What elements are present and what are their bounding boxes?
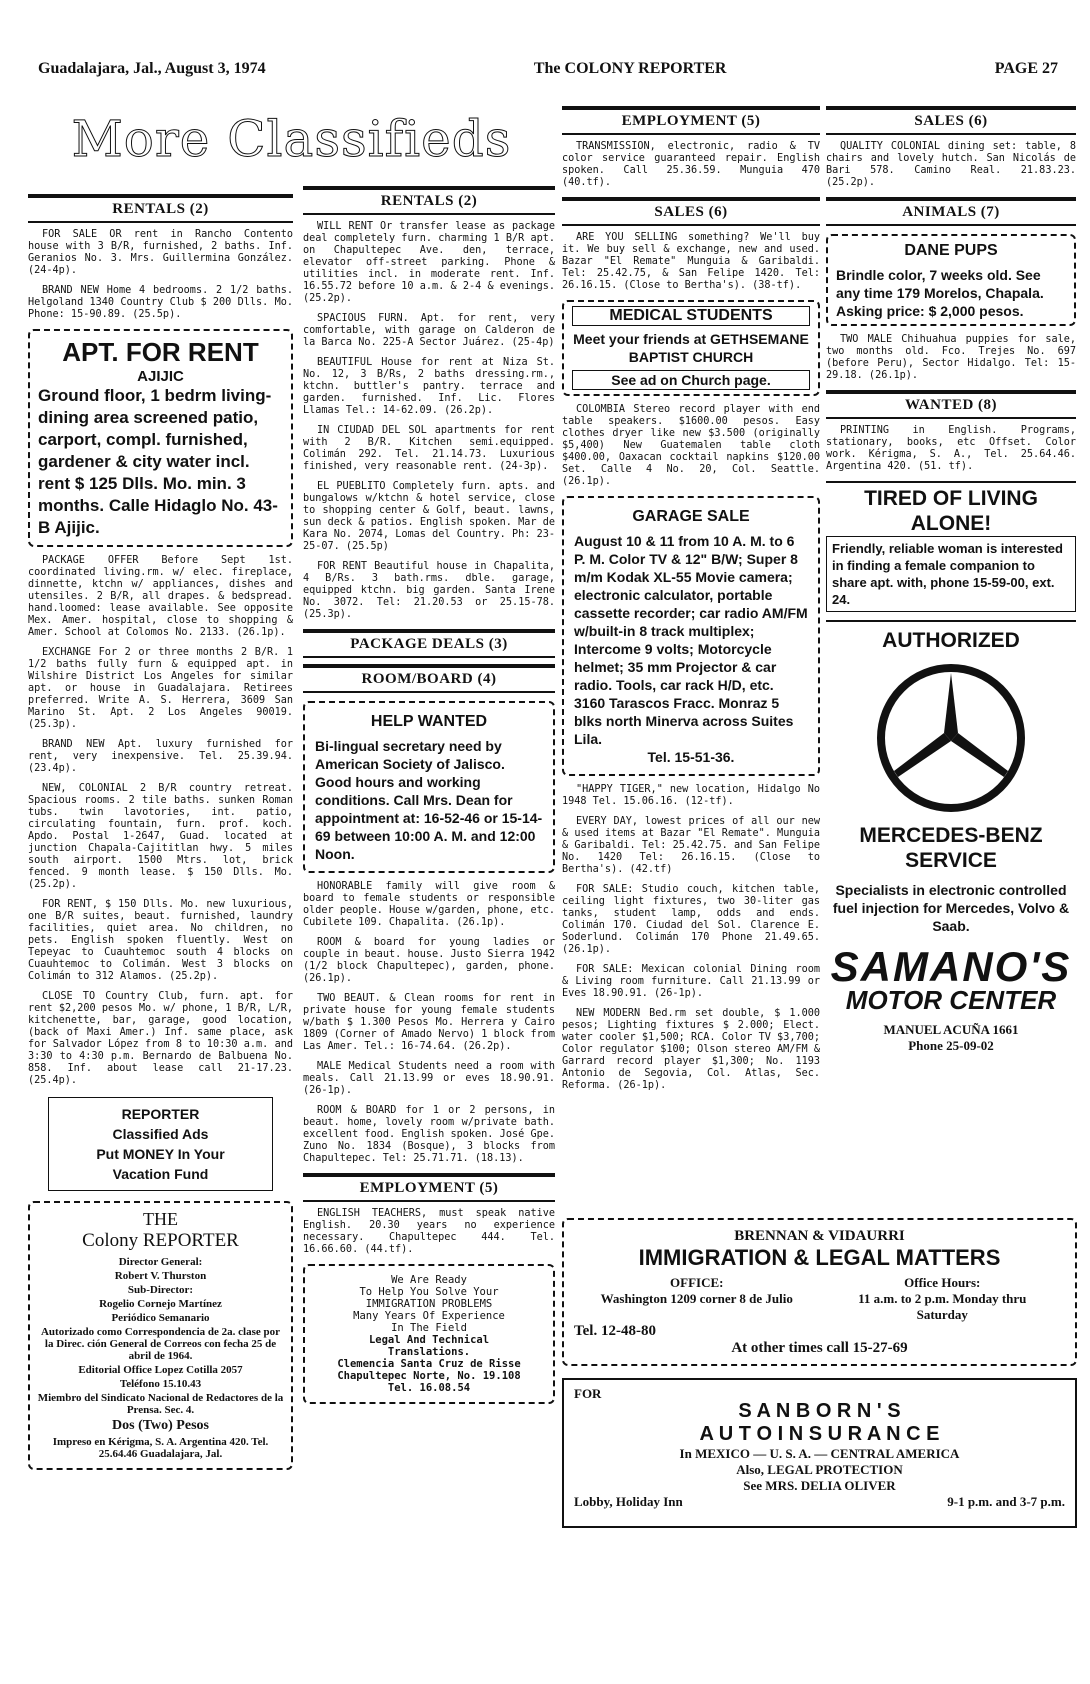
classified-ad: TWO BEAUT. & Clean rooms for rent in private house for young female students w/bath $ 1.300 Pesos Mo. Herrera y Cairo 1809 (Corner of Amado Nervo) 1 block from Las Amer. Tel.: 16-74.64. (26.2p).: [303, 993, 555, 1052]
colony-line: Teléfono 15.10.43: [119, 1378, 202, 1390]
column-3: [562, 100, 820, 1100]
mercedes-service-body: Specialists in electronic controlled fuel injection for Mercedes, Volvo & Saab.: [832, 882, 1070, 934]
classified-ad: "HAPPY TIGER," new location, Hidalgo No 1948 Tel. 15.06.16. (12-tf).: [562, 784, 820, 807]
reporter-line: Classified Ads: [112, 1126, 209, 1142]
medical-students-footer: See ad on Church page.: [572, 370, 810, 390]
help-wanted-box: [303, 701, 555, 873]
reporter-line: Vacation Fund: [112, 1166, 209, 1182]
garage-sale-title: GARAGE SALE: [632, 508, 750, 525]
sanborns-ad: [562, 1378, 1077, 1528]
trans-line: Many Years Of Experience: [353, 1310, 505, 1322]
dane-pups-body: Brindle color, 7 weeks old. See any time 179 Morelos, Chapala. Asking price: $ 2,000 pesos.: [836, 267, 1044, 319]
classified-ad: BRAND NEW Apt. luxury furnished for rent, very inexpensive. Tel. 25.39.94. (23.4p).: [28, 739, 293, 774]
apt-for-rent-box: [28, 329, 293, 547]
section-rentals-2: RENTALS (2): [303, 186, 555, 215]
colony-line: Periódico Semanario: [111, 1312, 210, 1324]
section-package-deals: PACKAGE DEALS (3): [303, 629, 555, 658]
colony-title: Colony REPORTER: [82, 1230, 239, 1251]
classified-ad: FOR SALE: Studio couch, kitchen table, ceiling light fixtures, two 30-liter gas tanks, student lamp, odds and ends. Colimán 170. Ciudad del Sol. Clarence E. Soderlund. Colimán 170 Phone 21.49.65. (26.1p).: [562, 884, 820, 955]
classified-ad: NEW, COLONIAL 2 B/R country retreat. Spacious rooms. 2 tile baths. sunken Roman tubs. twin lavotories, int. patio, circulating fountain, furn. prof. koch. Apdo. Postal 1-2647, Guad. located at junction Chapala-Cajititlan hwy. 5 miles south airport. 1500 Mtrs. lot, brick fenced. 9 month lease. $ 150 Dlls. Mo. (25.2p).: [28, 783, 293, 890]
hours-label: Office Hours:: [904, 1275, 981, 1290]
section-sales-2: SALES (6): [826, 106, 1076, 135]
trans-line: Tel. 16.08.54: [387, 1382, 471, 1394]
medical-students-body: Meet your friends at GETHSEMANE BAPTIST CHURCH: [573, 331, 809, 365]
samanos-logo: SAMANO'S: [830, 943, 1072, 990]
section-room-board: ROOM/BOARD (4): [303, 664, 555, 693]
trans-line: Legal And Technical: [368, 1334, 490, 1346]
garage-sale-tel: Tel. 15-51-36.: [647, 749, 735, 765]
brennan-title: IMMIGRATION & LEGAL MATTERS: [638, 1245, 1001, 1270]
section-wanted: WANTED (8): [826, 390, 1076, 419]
office-address: Washington 1209 corner 8 de Julio: [600, 1291, 793, 1306]
trans-line: IMMIGRATION PROBLEMS: [365, 1298, 493, 1310]
help-wanted-body: Bi-lingual secretary need by American Society of Jalisco. Good hours and working conditions. Call Mrs. Dean for appointment at: 16-52-46 or 15-14-69 between 10:00 A. M. and 12:00 Noon.: [315, 738, 543, 862]
classified-ad: WILL RENT Or transfer lease as package deal completely furn. charming 1 B/R apt. on Chapultepec Ave. den, terrace, elevator off-street parking. Phone & utilities incl. in moderate rent. Inf. 16.55.72 before 10 a.m. & 2-4 & evenings. (25.2p).: [303, 221, 555, 304]
brennan-name: BRENNAN & VIDAURRI: [734, 1228, 905, 1244]
header-paper-name: The COLONY REPORTER: [533, 60, 727, 77]
colony-the: THE: [143, 1209, 178, 1229]
brennan-tel: Tel. 12-48-80: [574, 1323, 656, 1339]
authorized-heading: AUTHORIZED: [882, 629, 1020, 652]
mercedes-star-logo-icon: [876, 663, 1026, 813]
translations-box: [303, 1264, 555, 1404]
column-4: [826, 100, 1076, 1054]
trans-line: Clemencia Santa Cruz de Risse: [337, 1358, 521, 1370]
colony-line: Editorial Office Lopez Cotilla 2057: [78, 1364, 243, 1376]
colony-line: Impreso en Kérigma, S. A. Argentina 420. Tel. 25.64.46 Guadalajara, Jal.: [52, 1436, 269, 1460]
trans-line: Translations.: [387, 1346, 471, 1358]
reporter-line: REPORTER: [121, 1106, 200, 1122]
brennan-vidaurri-ad: [562, 1218, 1077, 1366]
brennan-other: At other times call 15-27-69: [731, 1340, 908, 1356]
motor-center-logo: MOTOR CENTER: [845, 985, 1057, 1015]
classified-ad: TWO MALE Chihuahua puppies for sale, two months old. Fco. Trejes No. 697 (before Peru), Sector Hidalgo. Tel: 15-29.18. (26.1p).: [826, 334, 1076, 381]
classified-ad: QUALITY COLONIAL dining set: table, 8 chairs and lovely hutch. San Nicolás de Bari 578. Camino Real. 21.83.23. (25.2p).: [826, 141, 1076, 188]
colony-line: Director General:: [118, 1256, 203, 1268]
reporter-classified-box: [48, 1097, 273, 1191]
header-date: Guadalajara, Jal., August 3, 1974: [38, 60, 266, 77]
classified-ad: FOR RENT Beautiful house in Chapalita, 4 B/Rs. 3 bath.rms. dble. garage, equipped ktchn. big garden. Santa Irene No. 3072. Tel: 21.20.53 or 25.15-78. (25.3p).: [303, 561, 555, 620]
section-employment-1: EMPLOYMENT (5): [562, 106, 820, 135]
tired-body: Friendly, reliable woman is interested in finding a female companion to share apt. with, phone 15-59-00, ext. 24.: [826, 536, 1076, 612]
classified-ad: CLOSE TO Country Club, furn. apt. for rent $2,200 pesos Mo. w/ phone, 1 B/R, L/R, kitchenette, bar, garage, good location, (back of Maxi Amer.) Inf. same place, ask for Salvador López from 8 to 10:30 a.m. and 3:30 to 4:30 p.m. Bernardo de Balbuena No. 858. Inf. about lease call 21-17.23. (25.4p).: [28, 991, 293, 1086]
apt-for-rent-title: APT. FOR RENT: [62, 337, 259, 367]
colony-line: Miembro del Sindicato Nacional de Redactores de la Prensa. Sec. 4.: [37, 1392, 284, 1416]
office-label: OFFICE:: [670, 1275, 724, 1290]
mercedes-service-title: MERCEDES-BENZ SERVICE: [859, 824, 1043, 872]
samanos-address: MANUEL ACUÑA 1661: [883, 1022, 1019, 1037]
sanborn-line1: In MEXICO — U. S. A. — CENTRAL AMERICA: [679, 1446, 960, 1461]
section-rentals-1: RENTALS (2): [28, 194, 293, 223]
medical-students-box: [562, 300, 820, 396]
colony-line: Rogelio Cornejo Martínez: [99, 1298, 222, 1310]
classified-ad: NEW MODERN Bed.rm set double, $ 1.000 pesos; Lighting fixtures $ 2.000; Elect. water cooler $1,500; RCA. Color TV $3,700; Color regulator $100; Olson stereo AM/FM & Garrard record player $1,300; No. 1193 Antonio de Segovia, Col. Atlas, Sec. Reforma. (26-1p).: [562, 1008, 820, 1091]
section-employment-2: EMPLOYMENT (5): [303, 1173, 555, 1202]
apt-for-rent-body: Ground floor, 1 bedrm living-dining area screened patio, carport, compl. furnished, gardener & city water incl. rent $ 125 Dlls. Mo. min. 3 months. Calle Hidaglo No. 43-B Ajijic.: [38, 386, 278, 537]
classified-ad: ARE YOU SELLING something? We'll buy it. We buy sell & exchange, new and used. Bazar "El Remate" Munguia & Garibaldi. Tel: 25.42.75, & San Felipe 1420. Tel: 26.16.15. (Close to Bertha's). (38-tf).: [562, 232, 820, 291]
trans-line: To Help You Solve Your: [359, 1286, 499, 1298]
classified-ad: COLOMBIA Stereo record player with end table speakers. $1600.00 pesos. Easy clothes dryer like new $3.500 (originally $5,400) New Guatemalen table cloth $400.00, Oaxacan cocktail napkins $120.00 Set. Calle 4 No. 20, Col. Seattle. (26.1p).: [562, 404, 820, 487]
classified-ad: EXCHANGE For 2 or three months 2 B/R. 1 1/2 baths fully furn & equipped apt. in Wilshire District Los Angeles for similar apt. or house in Guadalajara. Retirees preferred. Write A. S. Herrera, 3609 San Marino St. Apt. 2 Los Angeles 90019. (25.3p).: [28, 647, 293, 730]
garage-sale-body: August 10 & 11 from 10 A. M. to 6 P. M. Color TV & 12" B/W; Super 8 m/m Kodak XL-55 Movie camera; electronic calculator, portable cassette recorder; car radio AM/FM w/built-in 8 track multiplex; Intercome 9 volts; Motorcycle helmet; 35 mm Projector & car radio. Tools, car rack H/D, etc. 3160 Tarascos Fracc. Monraz 5 blks north Minerva across Suites Lila.: [574, 533, 808, 747]
classified-ad: TRANSMISSION, electronic, radio & TV color service guaranteed repair. English spoken. Call 25.36.59. Munguia 470 (40.tf).: [562, 141, 820, 188]
classified-ad: FOR RENT, $ 150 Dlls. Mo. new luxurious, one B/R suites, beaut. furnished, laundry facilities, quiet area. No children, no pets. English spoken fluently. West on Tepeyac to Cuauhtemoc south 4 blocks on Cuauhtemoc to Colimán. West 3 blocks on Colimán to 312 Alamos. (25.2p).: [28, 899, 293, 982]
trans-line: Chapultepec Norte, No. 19.108: [337, 1370, 521, 1382]
sanborn-location: Lobby, Holiday Inn: [574, 1494, 683, 1509]
classified-ad: PACKAGE OFFER Before Sept 1st. coordinated living.rm. w/ elec. fireplace, dinnette, ktchn w/ appliances, dishes and utensiles. 2 B/R, all drapes. & bedspread. hand.loomed: lease available. See opposite Mex. Amer. hospital, close to shopping & Amer. School at Colomos No. 2133. (26.1p).: [28, 555, 293, 638]
colony-line: Dos (Two) Pesos: [112, 1418, 209, 1433]
colony-reporter-box: [28, 1201, 293, 1470]
sanborn-title: A U T O I N S U R A N C E: [699, 1423, 940, 1445]
samanos-phone: Phone 25-09-02: [908, 1038, 994, 1053]
classified-ad: BRAND NEW Home 4 bedrooms. 2 1/2 baths. Helgoland 1340 Country Club $ 200 Dlls. Mo. Phone: 15-90.89. (25.5p).: [28, 285, 293, 320]
page-header: [38, 56, 1058, 82]
classified-ad: ROOM & BOARD for 1 or 2 persons, in beaut. home, lovely room w/private bath. excellent food. English spoken. José Gpe. Zuno No. 1834 (Bosque), 3 blocks from Chapultepec. Tel: 25.71.71. (18.13).: [303, 1105, 555, 1164]
tired-of-living-alone-title: TIRED OF LIVING ALONE!: [864, 487, 1038, 535]
apt-location: AJIJIC: [137, 368, 184, 385]
classified-ad: PRINTING in English. Programs, stationary, books, etc Offset. Color work. Kérigma, S. A., Tel. 25.64.46. Argentina 420. (51. tf).: [826, 425, 1076, 472]
sanborn-for: FOR: [574, 1386, 602, 1401]
section-animals: ANIMALS (7): [826, 197, 1076, 226]
classified-ad: ROOM & board for young ladies or couple in beaut. house. Justo Sierra 1942 (1/2 block Chapultepec), garden, phone. (26.1p).: [303, 937, 555, 984]
reporter-line: Put MONEY In Your: [96, 1146, 225, 1162]
sanborn-hours: 9-1 p.m. and 3-7 p.m.: [947, 1494, 1065, 1509]
classified-ad: HONORABLE family will give room & board to female students or responsible older people. House w/garden, phone, etc. Cubilete 109. Chapalita. (26.1p).: [303, 881, 555, 928]
header-page-number: PAGE 27: [994, 60, 1058, 77]
dane-pups-title: DANE PUPS: [904, 242, 998, 259]
dane-pups-box: [826, 234, 1076, 326]
classified-ad: MALE Medical Students need a room with meals. Call 21.13.99 or eves 18.90.91. (26-1p).: [303, 1061, 555, 1096]
classified-ad: BEAUTIFUL House for rent at Niza St. No. 12, 3 B/Rs, 2 baths dressing.rm., ktchn. buttler's pantry. terrace and garden. furnished. Inf. Lic. Flores Llamas Tel.: 14-62.09. (26.2p).: [303, 357, 555, 416]
trans-line: In The Field: [391, 1322, 467, 1334]
sanborn-line2: Also, LEGAL PROTECTION: [736, 1462, 903, 1477]
colony-line: Robert V. Thurston: [114, 1270, 207, 1282]
colony-line: Sub-Director:: [127, 1284, 194, 1296]
masthead-title: More Classifieds: [71, 110, 512, 168]
colony-line: Autorizado como Correspondencia de 2a. clase por la Direc. ción General de Correos con fecha 25 de abril de 1964.: [40, 1326, 281, 1362]
classified-ad: EL PUEBLITO Completely furn. apts. and bungalows w/ktchn & hotel service, close to shopping center & Golf, beaut. lawns, sun deck & patios. English spoken. Mar de Kara No. 2074, Lomas del Country. Ph: 23-25-07. (25.5p): [303, 481, 555, 552]
sanborn-line3: See MRS. DELIA OLIVER: [743, 1478, 896, 1493]
trans-line: We Are Ready: [391, 1274, 467, 1286]
classified-ad: IN CIUDAD DEL SOL apartments for rent with 2 B/R. Kitchen semi.equipped. Colimán 292. Tel. 21.14.73. Luxurious finished, very reasonable rent. (24-3p).: [303, 425, 555, 472]
classified-ad: FOR SALE OR rent in Rancho Contento house with 3 B/R, furnished, 2 baths. Inf. Geranios No. 3. Mrs. Guillermina González. (24-4p).: [28, 229, 293, 276]
classified-ad: ENGLISH TEACHERS, must speak native English. 20.30 years no experience necessary. Chapultepec 444. Tel. 16.66.60. (44.tf).: [303, 1208, 555, 1255]
column-2: [303, 180, 555, 1412]
medical-students-title: MEDICAL STUDENTS: [572, 306, 810, 326]
classified-ad: EVERY DAY, lowest prices of all our new & used items at Bazar "El Remate". Munguia & Garibaldi. Tel: 25.42.75. and San Felipe No. 1420 Tel: 26.16.15. (Close to Bertha's). (42.tf): [562, 816, 820, 875]
garage-sale-box: [562, 496, 820, 776]
office-hours: 11 a.m. to 2 p.m. Monday thru Saturday: [858, 1291, 1027, 1322]
section-sales-1: SALES (6): [562, 197, 820, 226]
classified-ad: FOR SALE: Mexican colonial Dining room & Living room furniture. Call 21.13.99 or Eves 18.90.91. (26-1p).: [562, 964, 820, 999]
sanborn-name: S A N B O R N ' S: [738, 1400, 901, 1422]
help-wanted-title: HELP WANTED: [370, 713, 488, 730]
classified-ad: SPACIOUS FURN. Apt. for rent, very comfortable, with garage on Calderon de la Barca No. 225-A Sector Juárez. (25-4p): [303, 313, 555, 348]
